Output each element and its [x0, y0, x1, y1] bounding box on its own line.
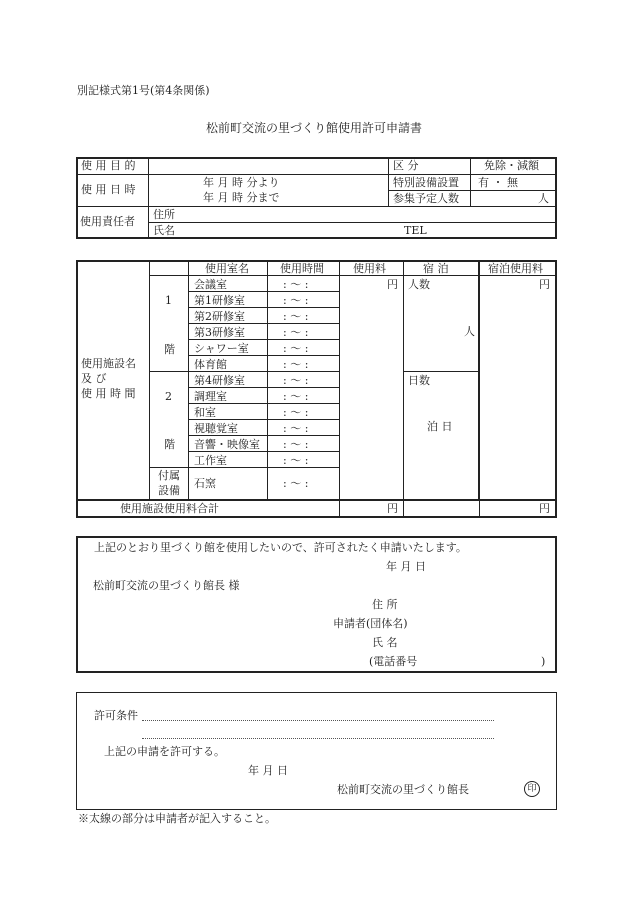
room-time-field[interactable]: : 〜 :	[283, 438, 309, 451]
applicant-phone-close: )	[541, 655, 546, 668]
applicant-phone-label: (電話番号	[369, 655, 418, 668]
room-name: 和室	[194, 406, 216, 419]
date-from[interactable]: 年 月 時 分より	[203, 176, 280, 189]
lodging-people-label: 人数	[408, 278, 430, 291]
total-lodging-yen: 円	[539, 502, 550, 515]
room-time-field[interactable]: : 〜 :	[283, 390, 309, 403]
room-name: 視聴覚室	[194, 422, 238, 435]
room-time-field[interactable]: : 〜 :	[283, 342, 309, 355]
room-time-field[interactable]: : 〜 :	[283, 374, 309, 387]
room-name: 調理室	[194, 390, 227, 403]
responsible-address-label: 住所	[153, 208, 175, 221]
room-time-field[interactable]: : 〜 :	[283, 358, 309, 371]
conditions-line-2[interactable]	[142, 738, 494, 739]
application-date[interactable]: 年 月 日	[386, 560, 426, 573]
room-name: 音響・映像室	[194, 438, 260, 451]
room-name: 第3研修室	[194, 326, 245, 339]
total-label: 使用施設使用料合計	[120, 502, 219, 515]
room-name: 第1研修室	[194, 294, 245, 307]
purpose-label: 使 用 目 的	[81, 159, 136, 172]
date-to[interactable]: 年 月 時 分まで	[203, 191, 280, 204]
header-room: 使用室名	[205, 262, 249, 275]
floor2-number: 2	[165, 390, 172, 403]
purpose-field[interactable]	[150, 159, 386, 173]
lodging-fee-yen: 円	[539, 278, 550, 291]
form-number: 別記様式第1号(第4条関係)	[77, 84, 210, 97]
permit-signer: 松前町交流の里づくり館長	[337, 783, 469, 796]
floor1-number: 1	[165, 294, 172, 307]
application-addressee: 松前町交流の里づくり館長 様	[93, 579, 240, 592]
form-title: 松前町交流の里づくり館使用許可申請書	[206, 121, 423, 135]
date-label: 使 用 日 時	[81, 183, 136, 196]
lodging-days-label: 日数	[408, 374, 430, 387]
responsible-label: 使用責任者	[80, 215, 135, 228]
permit-conditions-label: 許可条件	[94, 709, 138, 722]
seal-mark: 印	[524, 781, 540, 797]
footnote: ※太線の部分は申請者が記入すること。	[78, 812, 276, 825]
facility-label-3: 使 用 時 間	[81, 387, 136, 400]
room-name: シャワー室	[194, 342, 249, 355]
applicant-name-label: 氏 名	[372, 636, 398, 649]
division-label: 区 分	[393, 159, 419, 172]
facility-label-1: 使用施設名	[81, 357, 136, 370]
room-time-field[interactable]: : 〜 :	[283, 294, 309, 307]
facility-label-2: 及 び	[81, 372, 107, 385]
header-time: 使用時間	[280, 262, 324, 275]
floor2-suffix: 階	[164, 438, 175, 451]
room-name: 第2研修室	[194, 310, 245, 323]
header-fee: 使用料	[353, 262, 386, 275]
header-lodging-fee: 宿泊使用料	[488, 262, 543, 275]
room-name: 会議室	[194, 278, 227, 291]
total-yen: 円	[387, 502, 398, 515]
room-name: 第4研修室	[194, 374, 245, 387]
lodging-people-unit: 人	[464, 325, 475, 338]
room-time-field[interactable]: : 〜 :	[283, 310, 309, 323]
application-statement: 上記のとおり里づくり館を使用したいので、許可されたく申請いたします。	[94, 541, 467, 554]
annex-label-2: 設備	[158, 484, 180, 497]
applicant-org-label: 申請者(団体名)	[333, 617, 408, 630]
special-equipment-label: 特別設備設置	[393, 176, 459, 189]
responsible-name-label: 氏名	[153, 224, 175, 237]
room-time-field[interactable]: : 〜 :	[283, 278, 309, 291]
responsible-tel-label: TEL	[404, 224, 427, 237]
conditions-line-1[interactable]	[142, 720, 494, 721]
special-equipment-value[interactable]: 有 ・ 無	[478, 176, 518, 189]
attendees-label: 参集予定人数	[393, 192, 459, 205]
annex-room-name: 石窯	[194, 477, 216, 490]
annex-time-field[interactable]: : 〜 :	[283, 477, 309, 490]
room-time-field[interactable]: : 〜 :	[283, 422, 309, 435]
floor1-suffix: 階	[164, 343, 175, 356]
permit-approve-text: 上記の申請を許可する。	[104, 745, 225, 758]
lodging-days-unit: 泊 日	[427, 420, 453, 433]
room-time-field[interactable]: : 〜 :	[283, 406, 309, 419]
room-name: 体育館	[194, 358, 227, 371]
division-value[interactable]: 免除・減額	[484, 159, 539, 172]
room-time-field[interactable]: : 〜 :	[283, 326, 309, 339]
permit-date: 年 月 日	[248, 764, 288, 777]
attendees-unit: 人	[538, 192, 549, 205]
room-name: 工作室	[194, 454, 227, 467]
applicant-address-label: 住 所	[372, 598, 398, 611]
room-time-field[interactable]: : 〜 :	[283, 454, 309, 467]
fee-yen: 円	[387, 278, 398, 291]
header-lodging: 宿 泊	[423, 262, 449, 275]
annex-label-1: 付属	[158, 469, 180, 482]
